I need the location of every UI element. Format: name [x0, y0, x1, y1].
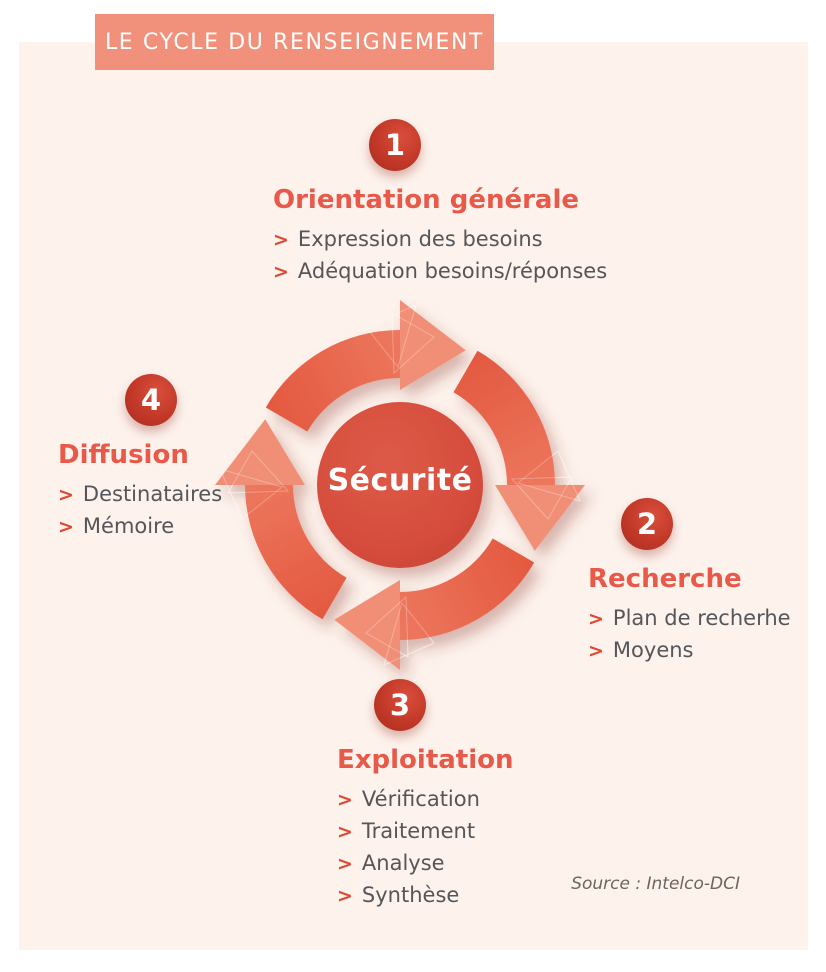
- step-item-label: Expression des besoins: [297, 227, 543, 251]
- chevron-bullet-icon: >: [273, 261, 289, 283]
- step-orientation-generale: [273, 119, 607, 288]
- chevron-bullet-icon: >: [337, 885, 353, 907]
- step-item-label: Traitement: [361, 819, 476, 843]
- step-item-label: Plan de recherhe: [612, 606, 791, 630]
- step-item: [58, 479, 222, 511]
- step-title: Exploitation: [337, 745, 514, 775]
- step-item: [273, 256, 607, 288]
- step-item: [337, 880, 514, 912]
- step-item: [273, 224, 607, 256]
- chevron-bullet-icon: >: [337, 853, 353, 875]
- chevron-bullet-icon: >: [58, 484, 74, 506]
- chevron-bullet-icon: >: [58, 516, 74, 538]
- step-number-badge: 2: [621, 498, 673, 550]
- step-item: [588, 603, 791, 635]
- step-item-list: [337, 784, 514, 912]
- step-number-badge: 1: [369, 119, 421, 171]
- step-item-label: Vérification: [361, 787, 480, 811]
- step-item-list: [273, 224, 607, 288]
- chevron-bullet-icon: >: [273, 229, 289, 251]
- chevron-bullet-icon: >: [337, 821, 353, 843]
- step-number-badge: 4: [125, 374, 177, 426]
- step-item: [58, 511, 222, 543]
- step-title: Diffusion: [58, 440, 189, 470]
- step-item-label: Adéquation besoins/réponses: [297, 259, 608, 283]
- chevron-bullet-icon: >: [337, 789, 353, 811]
- chevron-bullet-icon: >: [588, 640, 604, 662]
- step-title: Orientation générale: [273, 185, 580, 215]
- step-item: [337, 848, 514, 880]
- step-item: [588, 635, 791, 667]
- step-item-label: Synthèse: [361, 883, 460, 907]
- step-item: [337, 816, 514, 848]
- step-recherche: [588, 498, 791, 667]
- step-item: [337, 784, 514, 816]
- step-item-label: Moyens: [612, 638, 694, 662]
- chevron-bullet-icon: >: [588, 608, 604, 630]
- step-diffusion: [58, 374, 222, 543]
- security-label: Sécurité: [327, 463, 473, 498]
- step-item-label: Mémoire: [82, 514, 175, 538]
- step-title: Recherche: [588, 564, 742, 594]
- step-item-label: Destinataires: [82, 482, 223, 506]
- source-note: Source : Intelco-DCI: [571, 874, 740, 894]
- page-title: LE CYCLE DU RENSEIGNEMENT: [104, 29, 485, 55]
- step-item-list: [58, 479, 222, 543]
- step-exploitation: [337, 679, 514, 912]
- page-title-banner: [95, 14, 494, 70]
- step-item-label: Analyse: [361, 851, 445, 875]
- step-item-list: [588, 603, 791, 667]
- step-number-badge: 3: [374, 679, 426, 731]
- cycle-diagram: [190, 275, 610, 695]
